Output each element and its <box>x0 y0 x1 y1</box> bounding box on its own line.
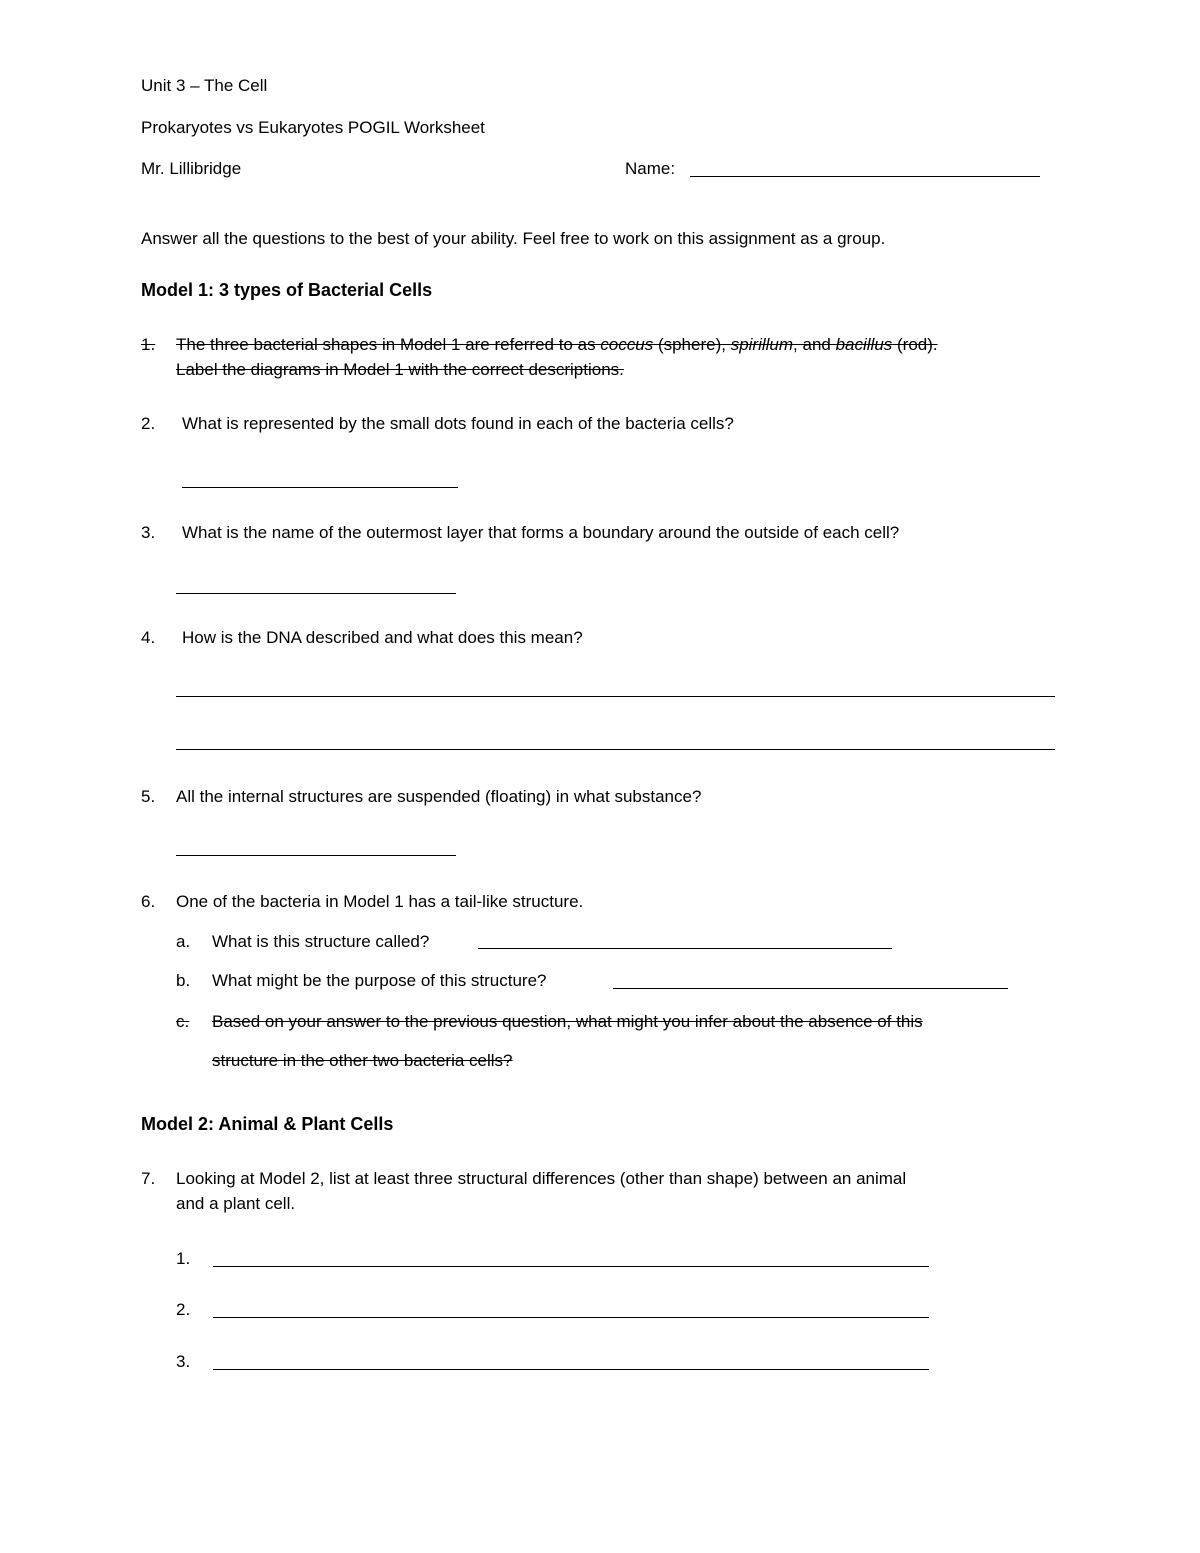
q3-text: What is the name of the outermost layer that forms a boundary around the outside of each cell? <box>182 523 900 542</box>
q7-number: 7. <box>141 1169 156 1188</box>
q3-number: 3. <box>141 523 156 542</box>
q5-answer-blank[interactable] <box>176 855 456 856</box>
q7-item-1-label: 1. <box>176 1249 191 1268</box>
q4-answer-blank-2[interactable] <box>176 749 1055 750</box>
q1-text-line2: Label the diagrams in Model 1 with the correct descriptions. <box>176 360 624 379</box>
q6-text: One of the bacteria in Model 1 has a tail-like structure. <box>176 892 584 911</box>
q7-text-line2: and a plant cell. <box>176 1194 296 1213</box>
q4-number: 4. <box>141 628 156 647</box>
instructions: Answer all the questions to the best of your ability. Feel free to work on this assignment as a group. <box>141 229 886 248</box>
q6c-text-line2: structure in the other two bacteria cells? <box>212 1051 513 1070</box>
q1-text: The three bacterial shapes in Model 1 are referred to as coccus (sphere), spirillum, and bacillus (rod). <box>176 335 938 354</box>
q7-text: Looking at Model 2, list at least three structural differences (other than shape) between an animal <box>176 1169 907 1188</box>
q3-answer-blank[interactable] <box>176 593 456 594</box>
q2-answer-blank[interactable] <box>182 487 458 488</box>
q2-text: What is represented by the small dots found in each of the bacteria cells? <box>182 414 734 433</box>
teacher-name: Mr. Lillibridge <box>141 159 242 178</box>
q1-number: 1. <box>141 335 156 354</box>
q4-answer-blank-1[interactable] <box>176 696 1055 697</box>
q6a-label: a. <box>176 932 191 951</box>
q7-item-1-blank[interactable] <box>213 1266 929 1267</box>
q4-text: How is the DNA described and what does this mean? <box>182 628 583 647</box>
q7-item-2-label: 2. <box>176 1300 191 1319</box>
unit-title: Unit 3 – The Cell <box>141 76 268 95</box>
model1-heading: Model 1: 3 types of Bacterial Cells <box>141 280 433 300</box>
q6a-answer-blank[interactable] <box>478 948 892 949</box>
model2-heading: Model 2: Animal & Plant Cells <box>141 1114 394 1134</box>
q6-number: 6. <box>141 892 156 911</box>
q6c-text-line1: Based on your answer to the previous question, what might you infer about the absence of this <box>212 1012 923 1031</box>
q6b-answer-blank[interactable] <box>613 988 1008 989</box>
q6a-text: What is this structure called? <box>212 932 430 951</box>
q6b-label: b. <box>176 971 191 990</box>
q5-text: All the internal structures are suspended (floating) in what substance? <box>176 787 702 806</box>
worksheet-title: Prokaryotes vs Eukaryotes POGIL Worksheet <box>141 118 485 137</box>
name-blank[interactable] <box>690 176 1040 177</box>
q5-number: 5. <box>141 787 156 806</box>
q7-item-2-blank[interactable] <box>213 1317 929 1318</box>
q7-item-3-label: 3. <box>176 1352 191 1371</box>
q6b-text: What might be the purpose of this structure? <box>212 971 547 990</box>
q2-number: 2. <box>141 414 156 433</box>
q7-item-3-blank[interactable] <box>213 1369 929 1370</box>
name-label: Name: <box>625 159 676 178</box>
q6c-label: c. <box>176 1012 190 1031</box>
